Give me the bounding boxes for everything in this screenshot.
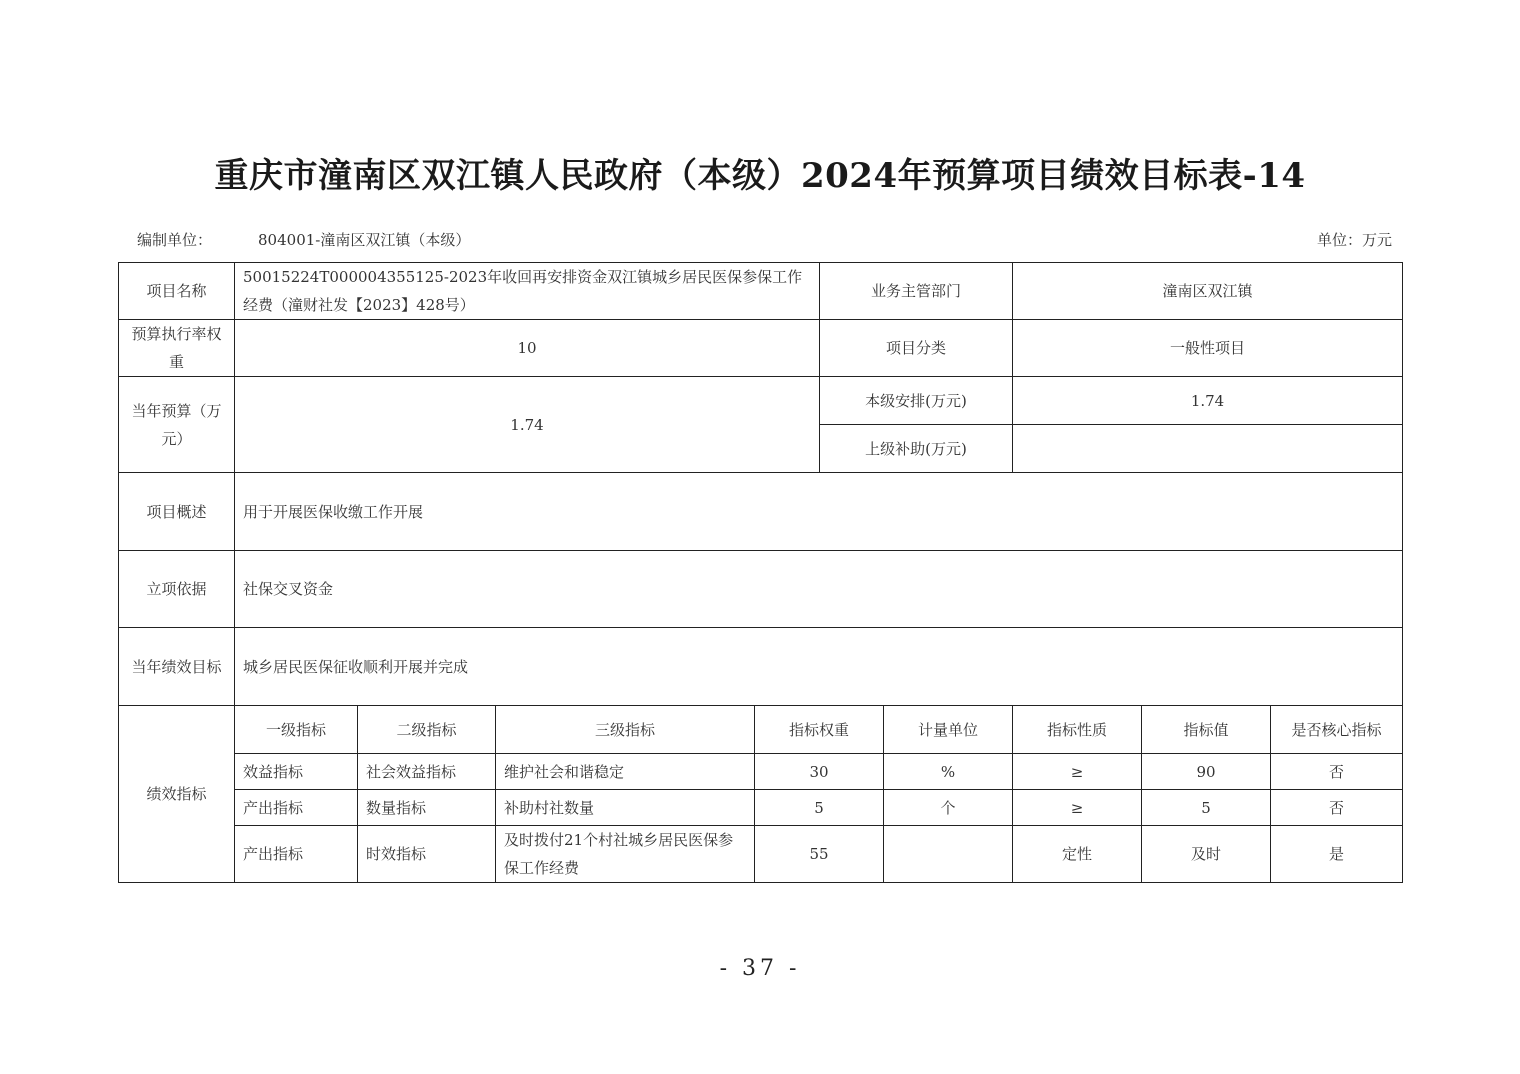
indicator-level2: 时效指标	[358, 826, 496, 883]
unit-label: 单位：万元	[1316, 231, 1392, 249]
indicator-weight: 5	[755, 790, 884, 826]
table-row	[119, 790, 1403, 826]
header-level1: 一级指标	[235, 706, 358, 754]
header-core: 是否核心指标	[1271, 706, 1403, 754]
page-number: - 37 -	[719, 956, 801, 981]
upper-funding-value	[1013, 425, 1403, 473]
indicator-unit: 个	[884, 790, 1013, 826]
dept-value: 潼南区双江镇	[1013, 263, 1403, 320]
indicator-level3: 及时拨付21个村社城乡居民医保参保工作经费	[496, 826, 755, 883]
header-unit: 计量单位	[884, 706, 1013, 754]
weight-label: 预算执行率权重	[119, 320, 235, 377]
overview-label: 项目概述	[119, 473, 235, 551]
indicator-value: 5	[1142, 790, 1271, 826]
indicator-weight: 55	[755, 826, 884, 883]
local-funding-value: 1.74	[1013, 377, 1403, 425]
indicator-level2: 数量指标	[358, 790, 496, 826]
header-level2: 二级指标	[358, 706, 496, 754]
project-name-value: 50015224T000004355125-2023年收回再安排资金双江镇城乡居民医保参保工作经费（潼财社发【2023】428号）	[235, 263, 820, 320]
indicator-core: 否	[1271, 790, 1403, 826]
budget-value: 1.74	[235, 377, 820, 473]
header-value: 指标值	[1142, 706, 1271, 754]
performance-table	[118, 262, 1403, 883]
indicator-weight: 30	[755, 754, 884, 790]
indicator-unit	[884, 826, 1013, 883]
indicator-core: 否	[1271, 754, 1403, 790]
weight-value: 10	[235, 320, 820, 377]
goal-value: 城乡居民医保征收顺利开展并完成	[235, 628, 1403, 706]
indicator-nature: 定性	[1013, 826, 1142, 883]
indicator-level1: 产出指标	[235, 790, 358, 826]
basis-value: 社保交叉资金	[235, 551, 1403, 628]
project-name-label: 项目名称	[119, 263, 235, 320]
table-row	[119, 754, 1403, 790]
indicator-value: 及时	[1142, 826, 1271, 883]
indicator-level1: 产出指标	[235, 826, 358, 883]
page-title: 重庆市潼南区双江镇人民政府（本级）2024年预算项目绩效目标表-14	[214, 156, 1306, 196]
table-row	[119, 826, 1403, 883]
dept-label: 业务主管部门	[820, 263, 1013, 320]
header-nature: 指标性质	[1013, 706, 1142, 754]
indicator-value: 90	[1142, 754, 1271, 790]
org-label: 编制单位：	[137, 231, 213, 249]
overview-value: 用于开展医保收缴工作开展	[235, 473, 1403, 551]
org-info	[137, 229, 470, 250]
indicator-level1: 效益指标	[235, 754, 358, 790]
indicator-nature: ≥	[1013, 790, 1142, 826]
category-value: 一般性项目	[1013, 320, 1403, 377]
header-weight: 指标权重	[755, 706, 884, 754]
indicator-unit: %	[884, 754, 1013, 790]
header-level3: 三级指标	[496, 706, 755, 754]
category-label: 项目分类	[820, 320, 1013, 377]
budget-label: 当年预算（万元）	[119, 377, 235, 473]
indicator-header-row	[119, 706, 1403, 754]
indicator-level3: 补助村社数量	[496, 790, 755, 826]
local-funding-label: 本级安排(万元)	[820, 377, 1013, 425]
indicator-nature: ≥	[1013, 754, 1142, 790]
goal-label: 当年绩效目标	[119, 628, 235, 706]
basis-label: 立项依据	[119, 551, 235, 628]
upper-funding-label: 上级补助(万元)	[820, 425, 1013, 473]
indicator-core: 是	[1271, 826, 1403, 883]
indicator-level2: 社会效益指标	[358, 754, 496, 790]
org-value: 804001-潼南区双江镇（本级）	[258, 231, 471, 249]
indicators-label: 绩效指标	[119, 706, 235, 883]
indicator-level3: 维护社会和谐稳定	[496, 754, 755, 790]
